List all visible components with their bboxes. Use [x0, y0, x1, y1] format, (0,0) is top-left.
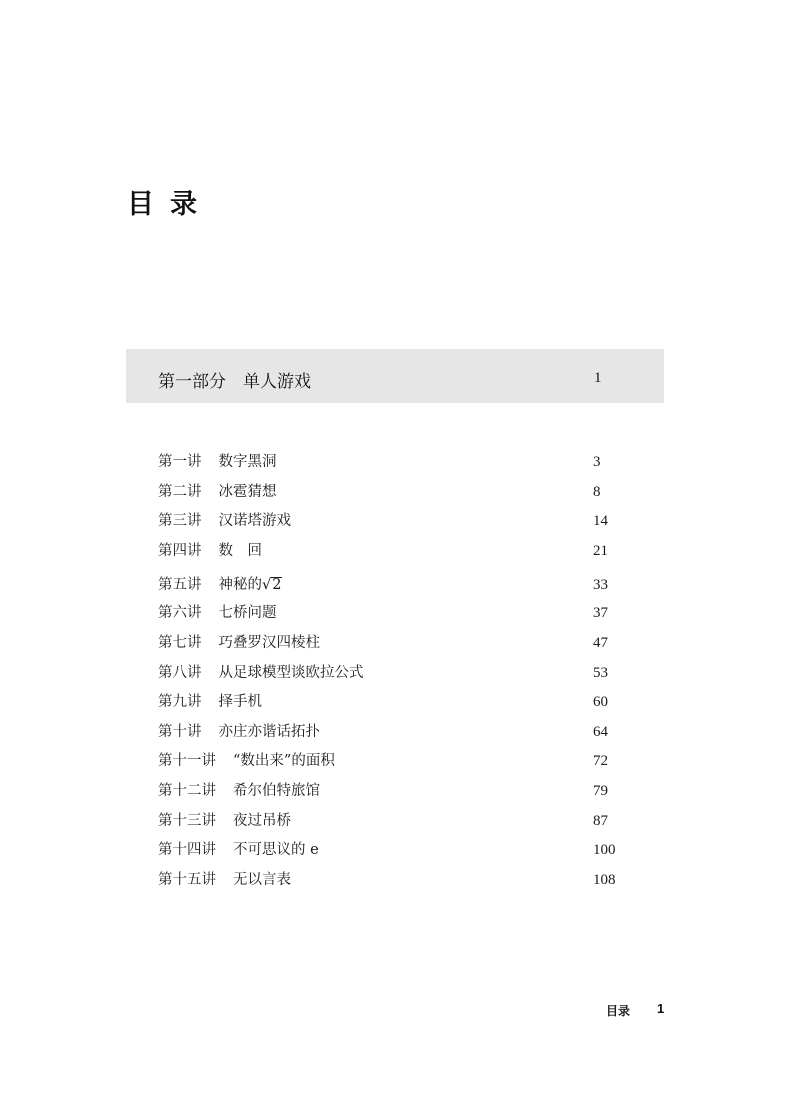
part-title: 第一部分 单人游戏 — [158, 372, 311, 392]
toc-entry-label: 第十四讲 — [158, 842, 216, 859]
toc-entry-label: 第一讲 — [158, 454, 202, 470]
toc-entry-page: 60 — [593, 694, 608, 711]
part-heading[interactable] — [126, 349, 664, 403]
toc-list — [158, 448, 628, 895]
sqrt-radicand: 2 — [272, 577, 282, 594]
toc-entry-label: 第五讲 — [158, 577, 202, 594]
toc-entry-title: 汉诺塔游戏 — [218, 513, 291, 530]
toc-entry[interactable] — [158, 448, 628, 478]
toc-entry-page: 47 — [593, 634, 608, 651]
toc-entry-label: 第二讲 — [158, 483, 202, 500]
toc-entry-page: 79 — [593, 782, 608, 799]
toc-entry-page: 64 — [593, 723, 608, 740]
toc-entry-title: 巧叠罗汉四棱柱 — [218, 634, 320, 651]
toc-entry-title: 冰雹猜想 — [218, 483, 277, 500]
toc-entry[interactable] — [158, 629, 628, 659]
page-title: 目录 — [127, 189, 213, 220]
toc-entry-title: 不可思议的 e — [233, 842, 319, 859]
toc-entry-page: 53 — [593, 664, 608, 681]
toc-entry[interactable] — [158, 537, 628, 567]
toc-entry[interactable] — [158, 599, 628, 629]
toc-entry-page: 3 — [593, 454, 601, 470]
toc-entry-title: 从足球模型谈欧拉公式 — [218, 664, 364, 681]
toc-entry-label: 第三讲 — [158, 513, 202, 530]
toc-entry-label: 第十五讲 — [158, 871, 216, 888]
toc-entry-page: 108 — [593, 871, 616, 888]
toc-entry[interactable] — [158, 866, 628, 896]
toc-entry-label: 第四讲 — [158, 542, 202, 559]
toc-entry[interactable] — [158, 507, 628, 537]
toc-entry-page: 21 — [593, 542, 608, 559]
toc-entry-title: 数字黑洞 — [218, 454, 277, 470]
toc-entry-title: 亦庄亦谐话拓扑 — [218, 723, 320, 740]
toc-entry-page: 100 — [593, 842, 616, 859]
toc-entry-page: 33 — [593, 577, 608, 594]
toc-entry-page: 8 — [593, 483, 601, 500]
toc-entry[interactable] — [158, 718, 628, 748]
toc-entry[interactable] — [158, 747, 628, 777]
toc-entry-label: 第九讲 — [158, 694, 202, 711]
toc-entry-label: 第六讲 — [158, 605, 202, 622]
toc-entry-title: 无以言表 — [233, 871, 291, 888]
toc-entry[interactable] — [158, 566, 628, 599]
toc-entry-label: 第十讲 — [158, 723, 202, 740]
toc-entry[interactable] — [158, 836, 628, 866]
toc-entry-title: 七桥问题 — [218, 605, 277, 622]
toc-entry-label: 第八讲 — [158, 664, 202, 681]
toc-entry-page: 72 — [593, 753, 608, 770]
toc-entry[interactable] — [158, 478, 628, 508]
toc-entry-label: 第十一讲 — [158, 753, 216, 770]
part-page-number: 1 — [594, 370, 602, 386]
toc-entry[interactable] — [158, 777, 628, 807]
toc-entry-page: 37 — [593, 605, 608, 622]
toc-entry[interactable] — [158, 659, 628, 689]
toc-entry[interactable] — [158, 807, 628, 837]
footer-page-number: 1 — [657, 1001, 665, 1016]
toc-entry-title: 神秘的 — [218, 577, 262, 594]
toc-entry-title: “数出来”的面积 — [233, 753, 335, 770]
toc-entry-label: 第十二讲 — [158, 782, 216, 799]
toc-entry[interactable] — [158, 688, 628, 718]
toc-entry-label: 第七讲 — [158, 634, 202, 651]
footer-section-label: 目录 — [606, 1004, 631, 1018]
toc-entry-page: 87 — [593, 812, 608, 829]
toc-entry-title: 夜过吊桥 — [233, 812, 291, 829]
toc-entry-page: 14 — [593, 513, 608, 530]
toc-entry-title: 择手机 — [218, 694, 262, 711]
toc-entry-title: 数 回 — [218, 542, 262, 559]
toc-entry-label: 第十三讲 — [158, 812, 216, 829]
toc-entry-title: 希尔伯特旅馆 — [233, 782, 320, 799]
sqrt-symbol: √ — [262, 577, 272, 594]
